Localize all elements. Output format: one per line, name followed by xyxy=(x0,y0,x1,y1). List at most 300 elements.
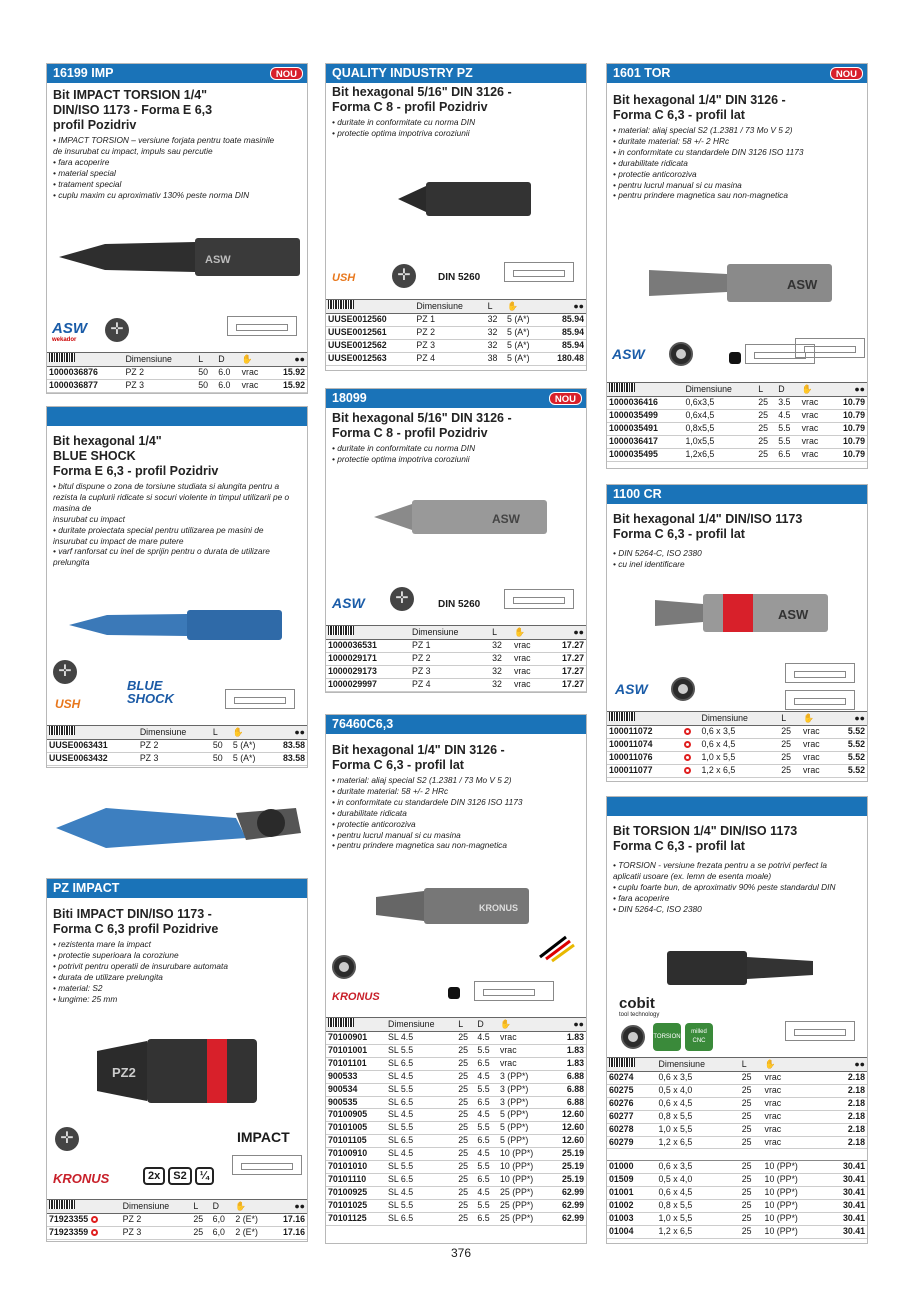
ring-icon xyxy=(91,1216,98,1223)
hex-magnet-icon xyxy=(729,352,741,364)
coins-icon: ●● xyxy=(269,353,307,367)
cell: 25 xyxy=(741,1200,752,1211)
title-line: Forma C 8 - profil Pozidriv xyxy=(332,100,488,114)
code-text: 71923359 xyxy=(49,1226,89,1237)
article-code: 100011077 xyxy=(609,764,653,775)
product-card-blue-shock xyxy=(46,406,308,768)
cell: 25 xyxy=(741,1097,752,1108)
ring-icon xyxy=(684,767,691,774)
dimension-diagram xyxy=(504,262,574,282)
feature-item: • material: S2 xyxy=(53,982,103,993)
cell: 25 xyxy=(758,448,769,459)
article-code: 70101010 xyxy=(328,1161,368,1172)
feature-item: • rezistenta mare la impact xyxy=(53,939,151,949)
col-header: D xyxy=(776,383,799,397)
article-code: 1000035495 xyxy=(609,448,658,459)
cell: 3 (PP*) xyxy=(499,1083,529,1094)
table-row xyxy=(607,1084,867,1097)
cell: vrac xyxy=(803,764,820,775)
card-header xyxy=(607,64,867,83)
col-header: L xyxy=(779,712,801,726)
table-row xyxy=(326,326,586,339)
ring-cell xyxy=(682,764,699,777)
cell: PZ 1 xyxy=(412,640,431,650)
cell: vrac xyxy=(803,751,820,762)
cell: 0,8x5,5 xyxy=(685,422,715,433)
table-row xyxy=(326,1173,586,1186)
feature-item: • in conformitate cu standardele DIN 3126 ISO 1173 xyxy=(613,146,804,157)
cell: 3 (PP*) xyxy=(499,1096,529,1107)
card-code: 1100 CR xyxy=(613,487,662,501)
feature-item: insurubat cu impact de mare putere xyxy=(53,535,184,546)
cell: 5.5 xyxy=(477,1161,490,1172)
spec-icons xyxy=(143,1167,214,1185)
ring-icon xyxy=(91,1229,98,1236)
feature-item: • IMPACT TORSION – versiune forjata pentru toate masinile xyxy=(53,135,275,145)
bit-image xyxy=(647,260,837,306)
cell: vrac xyxy=(764,1072,782,1082)
col-header: Dimensiune xyxy=(683,383,756,397)
article-code: 70101001 xyxy=(328,1044,368,1055)
product-table xyxy=(47,1199,307,1240)
title-line: Forma C 8 - profil Pozidriv xyxy=(332,426,488,440)
table-row xyxy=(326,665,586,678)
cell: 0,6 x 4,5 xyxy=(658,1097,693,1108)
card-code: 16199 IMP xyxy=(53,66,114,80)
table-row xyxy=(326,1032,586,1045)
ring-cell xyxy=(682,726,699,739)
feature-list xyxy=(47,135,307,200)
cell: 25 (PP*) xyxy=(499,1186,534,1197)
pozidriv-icon: ✛ xyxy=(105,318,129,342)
card-header xyxy=(326,389,586,408)
article-code xyxy=(47,1214,121,1227)
title-line: Bit TORSION 1/4" DIN/ISO 1173 xyxy=(613,824,798,838)
cell: PZ 3 xyxy=(125,379,145,390)
title-line: Forma C 6,3 - profil lat xyxy=(613,839,745,853)
din-label: DIN 5260 xyxy=(438,272,481,283)
ring-icon xyxy=(684,741,691,748)
feature-item: • durabilitate ridicata xyxy=(332,807,407,818)
table-row xyxy=(326,1122,586,1135)
price: 17.27 xyxy=(561,652,584,663)
cell: 50 xyxy=(198,379,209,390)
bit-image xyxy=(396,176,536,222)
cell: 5.5 xyxy=(477,1122,490,1133)
barcode-icon xyxy=(326,626,410,640)
cell: 4.5 xyxy=(477,1109,490,1120)
cell: 25 xyxy=(458,1096,468,1107)
col-header: L xyxy=(196,353,216,367)
table-row xyxy=(326,1161,586,1174)
din-label: DIN 5260 xyxy=(438,599,481,610)
cell: 5.5 xyxy=(477,1083,490,1094)
table-row xyxy=(326,314,586,327)
title-line: Forma C 6,3 - profil lat xyxy=(613,108,745,122)
price: 17.27 xyxy=(561,678,584,689)
price: 10.79 xyxy=(842,409,865,420)
feature-list xyxy=(607,125,867,201)
cell: vrac xyxy=(764,1097,782,1108)
cell: PZ 3 xyxy=(412,665,431,676)
pozidriv-icon: ✛ xyxy=(392,264,416,288)
cell: 50 xyxy=(198,367,209,377)
feature-list xyxy=(607,544,867,570)
cell: 6,0 xyxy=(212,1214,225,1224)
price: 5.52 xyxy=(847,751,865,762)
hex-magnet-icon xyxy=(448,987,460,999)
cell: 6.5 xyxy=(477,1212,490,1223)
cell: vrac xyxy=(801,435,819,446)
col-header: L xyxy=(211,726,231,740)
table-row xyxy=(607,764,867,777)
cell: 25 xyxy=(758,435,769,446)
cell: SL 5.5 xyxy=(388,1083,414,1094)
cell: vrac xyxy=(499,1032,517,1042)
germany-quality-seal xyxy=(536,933,580,963)
cell: 25 xyxy=(458,1173,468,1184)
brand-name: ASW xyxy=(52,320,87,337)
cell: SL 4.5 xyxy=(388,1070,414,1081)
cell: vrac xyxy=(513,665,531,676)
table-row xyxy=(607,726,867,739)
table-row xyxy=(326,1044,586,1057)
price: 30.41 xyxy=(842,1161,865,1172)
cell: SL 6.5 xyxy=(388,1212,414,1223)
price: 30.41 xyxy=(842,1225,865,1236)
dimension-diagram xyxy=(785,663,855,683)
bit-engraving: ASW xyxy=(492,512,520,526)
price: 10.79 xyxy=(842,397,865,407)
bit-engraving: ASW xyxy=(778,607,809,622)
cell: 32 xyxy=(487,339,498,350)
cell: 6.5 xyxy=(778,448,791,459)
cell: PZ 1 xyxy=(416,314,435,324)
col-header: Dimensiune xyxy=(121,1200,192,1214)
cell: 1,2 x 6,5 xyxy=(658,1225,693,1236)
article-code: 900534 xyxy=(328,1083,358,1094)
hand-icon: ✋ xyxy=(231,726,269,740)
cell: vrac xyxy=(764,1136,782,1147)
cell: 0,6x3,5 xyxy=(685,397,715,407)
article-code: UUSE0012560 xyxy=(328,314,387,324)
card-header xyxy=(607,485,867,504)
cell: 32 xyxy=(492,640,502,650)
product-table xyxy=(607,382,867,462)
feature-list xyxy=(326,443,586,465)
cell: 25 xyxy=(193,1226,204,1237)
cell: 25 xyxy=(458,1186,468,1197)
coins-icon: ●● xyxy=(824,1058,867,1072)
article-code: 1000036877 xyxy=(49,379,98,390)
feature-item: insurubat cu impact xyxy=(53,513,125,524)
feature-item: • duritate material: 58 +/- 2 HRc xyxy=(332,785,449,796)
cell: 10 (PP*) xyxy=(764,1187,798,1198)
cell: 5 (A*) xyxy=(232,752,256,763)
cell: 1,0x5,5 xyxy=(685,435,715,446)
cell: 25 xyxy=(758,409,769,420)
feature-item: de insurubat cu impact, impuls sau percutie xyxy=(53,145,213,156)
table-row xyxy=(326,1083,586,1096)
article-code: 100011074 xyxy=(609,738,653,749)
card-title xyxy=(47,83,307,135)
cell: 25 xyxy=(458,1122,468,1133)
table-row xyxy=(47,1214,307,1227)
brand-logo-ush: USH xyxy=(55,697,81,711)
cell: 4.5 xyxy=(477,1148,490,1159)
cell: 25 xyxy=(458,1032,468,1042)
price: 83.58 xyxy=(282,740,305,750)
price: 2.18 xyxy=(847,1110,865,1121)
article-code: 1000029173 xyxy=(328,665,377,676)
product-table xyxy=(326,625,586,692)
table-row xyxy=(607,1187,867,1200)
cell: 5.5 xyxy=(778,422,791,433)
article-code: 60277 xyxy=(609,1110,634,1121)
barcode-icon xyxy=(607,712,682,726)
title-line: Bit hexagonal 1/4" DIN 3126 - xyxy=(613,93,786,107)
col-header: Dimensiune xyxy=(410,626,490,640)
cell: 4.5 xyxy=(778,409,791,420)
price: 15.92 xyxy=(282,367,305,377)
coins-icon: ●● xyxy=(542,300,586,314)
cell: 25 (PP*) xyxy=(499,1212,534,1223)
cell: 2 (E*) xyxy=(235,1226,258,1237)
article-code: 1000035499 xyxy=(609,409,658,420)
cell: 32 xyxy=(492,665,502,676)
cell: 25 xyxy=(758,397,769,407)
cell: PZ 2 xyxy=(139,740,159,750)
qty-icon: 2x xyxy=(143,1167,165,1185)
cell: vrac xyxy=(803,738,820,749)
table-row xyxy=(47,1226,307,1239)
table-row xyxy=(607,409,867,422)
hex-icon: ¼ xyxy=(195,1167,214,1185)
cell: vrac xyxy=(803,726,820,736)
article-code: 60275 xyxy=(609,1084,634,1095)
cell: 6.5 xyxy=(477,1096,490,1107)
card-header xyxy=(47,407,307,426)
price: 85.94 xyxy=(561,339,584,350)
cell: SL 5.5 xyxy=(388,1044,414,1055)
cell: PZ 3 xyxy=(122,1226,142,1237)
feature-item: • potrivit pentru operatii de insurubare automata xyxy=(53,960,228,971)
table-row xyxy=(47,379,307,392)
product-table xyxy=(607,711,867,778)
table-row xyxy=(47,367,307,380)
table-row xyxy=(607,1072,867,1085)
feature-item: • durata de utilizare prelungita xyxy=(53,971,163,982)
brand-logo-kronus: KRONUS xyxy=(53,1171,110,1186)
price: 2.18 xyxy=(847,1123,865,1134)
slotted-icon xyxy=(669,342,693,366)
col-header: D xyxy=(211,1200,234,1214)
feature-item: • pentru lucrul manual si cu masina xyxy=(332,829,461,840)
cell: SL 5.5 xyxy=(388,1199,414,1210)
code-text: 71923355 xyxy=(49,1214,89,1224)
cell: 25 xyxy=(741,1213,752,1224)
price: 5.52 xyxy=(847,726,865,736)
cell: PZ 3 xyxy=(139,752,159,763)
feature-item: • duritate proiectata special pentru utilizarea pe masini de xyxy=(53,524,264,535)
cell: SL 5.5 xyxy=(388,1161,414,1172)
article-code xyxy=(47,1226,121,1239)
table-row xyxy=(607,1136,867,1149)
table-row xyxy=(607,1174,867,1187)
article-code: UUSE0012561 xyxy=(328,326,387,337)
price: 25.19 xyxy=(561,1148,584,1159)
barcode-icon xyxy=(607,1058,657,1072)
cell: 32 xyxy=(487,326,498,337)
cell: 1,2 x 6,5 xyxy=(658,1136,693,1147)
title-line: Forma C 6,3 - profil lat xyxy=(332,758,464,772)
bit-engraving: PZ2 xyxy=(112,1065,136,1080)
coins-icon: ●● xyxy=(271,1200,307,1214)
dimension-diagram xyxy=(785,690,855,710)
col-header: L xyxy=(486,300,505,314)
cell: 0,6x4,5 xyxy=(685,409,715,420)
cell: 10 (PP*) xyxy=(764,1161,798,1172)
cell: 6.5 xyxy=(477,1173,490,1184)
article-code: 1000029171 xyxy=(328,652,377,663)
price: 30.41 xyxy=(842,1213,865,1224)
cell: 25 xyxy=(458,1212,468,1223)
feature-item: • cuplu foarte bun, de aproximativ 90% peste standardul DIN xyxy=(613,881,836,892)
feature-item: • cuplu maxim cu aproximativ 130% peste norma DIN xyxy=(53,189,250,200)
cell: 6.0 xyxy=(218,379,231,390)
price: 30.41 xyxy=(842,1187,865,1198)
cell: 1,2x6,5 xyxy=(685,448,715,459)
cell: 0,6 x 3,5 xyxy=(658,1072,693,1082)
table-row xyxy=(607,1097,867,1110)
cell: 0,5 x 4,0 xyxy=(658,1174,693,1185)
dimension-diagram xyxy=(504,589,574,609)
price: 2.18 xyxy=(847,1097,865,1108)
blue-shock-product-photo xyxy=(46,778,308,868)
product-table xyxy=(607,1057,867,1239)
article-code: 70101125 xyxy=(328,1212,367,1223)
coins-icon: ●● xyxy=(545,626,586,640)
cell: 0,5 x 4,0 xyxy=(658,1084,693,1095)
cell: PZ 2 xyxy=(125,367,145,377)
col-header: Dimensiune xyxy=(700,712,780,726)
cell: vrac xyxy=(801,409,819,420)
article-code: 70100901 xyxy=(328,1032,368,1042)
cell: 5 (PP*) xyxy=(499,1122,529,1133)
table-row xyxy=(607,448,867,461)
feature-item: • bitul dispune o zona de torsiune studiata si alungita pentru a xyxy=(53,481,280,491)
card-header xyxy=(47,64,307,83)
feature-item: • DIN 5264-C, ISO 2380 xyxy=(613,548,702,558)
cell: 5 (A*) xyxy=(507,326,530,337)
barcode-icon xyxy=(47,1200,121,1214)
cell: 25 xyxy=(458,1070,468,1081)
barcode-icon xyxy=(326,300,414,314)
table-row xyxy=(607,1200,867,1213)
hand-icon: ✋ xyxy=(240,353,270,367)
price: 30.41 xyxy=(842,1174,865,1185)
product-table xyxy=(47,725,307,766)
torsion-icon: TORSION xyxy=(653,1023,681,1051)
col-header: Dimensiune xyxy=(386,1018,456,1032)
feature-list xyxy=(326,775,586,851)
price: 2.18 xyxy=(847,1136,865,1147)
cell: 0,8 x 5,5 xyxy=(658,1110,693,1121)
cell: 10 (PP*) xyxy=(764,1213,798,1224)
article-code: 1000035491 xyxy=(609,422,658,433)
table-row xyxy=(326,640,586,653)
slotted-icon xyxy=(621,1025,645,1049)
feature-item: • in conformitate cu standardele DIN 3126 ISO 1173 xyxy=(332,796,523,807)
card-code: PZ IMPACT xyxy=(53,881,120,895)
cell: 1,0 x 5,5 xyxy=(701,751,736,762)
feature-item: • durabilitate ridicata xyxy=(613,157,688,168)
article-code: 100011072 xyxy=(609,726,653,736)
material-icon: S2 xyxy=(168,1167,191,1185)
card-header xyxy=(326,715,586,734)
price: 12.60 xyxy=(561,1122,584,1133)
cell: 38 xyxy=(487,352,498,363)
table-row xyxy=(326,1096,586,1109)
card-header xyxy=(47,879,307,898)
card-code: 1601 TOR xyxy=(613,66,671,80)
price: 2.18 xyxy=(847,1084,865,1095)
cell: vrac xyxy=(764,1084,782,1095)
cell: vrac xyxy=(241,367,259,377)
price: 15.92 xyxy=(282,379,305,390)
col-header: L xyxy=(756,383,776,397)
article-code: 1000036876 xyxy=(49,367,98,377)
card-header xyxy=(607,797,867,816)
article-code: 01003 xyxy=(609,1213,634,1224)
cell: 25 xyxy=(781,764,792,775)
product-table xyxy=(326,299,586,366)
article-code: 70101025 xyxy=(328,1199,368,1210)
cell: 5 (PP*) xyxy=(499,1135,529,1146)
feature-item: • protectie superioara la coroziune xyxy=(53,949,179,960)
article-code: 70100905 xyxy=(328,1109,368,1120)
bit-image xyxy=(55,232,305,282)
cell: 25 xyxy=(741,1225,752,1236)
table-row xyxy=(326,339,586,352)
price: 10.79 xyxy=(842,422,865,433)
card-code: QUALITY INDUSTRY PZ xyxy=(332,66,473,80)
bit-engraving: ASW xyxy=(787,277,818,292)
feature-list xyxy=(326,117,586,139)
product-card-pz-impact xyxy=(46,878,308,1242)
price: 6.88 xyxy=(566,1083,584,1094)
col-header: Dimensiune xyxy=(414,300,485,314)
cell: vrac xyxy=(801,422,819,433)
product-card-76460 xyxy=(325,714,587,1244)
cell: PZ 2 xyxy=(416,326,435,337)
cnc-icon: milled CNC xyxy=(685,1023,713,1051)
cell: PZ 4 xyxy=(412,678,431,689)
cell: SL 6.5 xyxy=(388,1096,414,1107)
feature-list xyxy=(47,939,307,1004)
hand-icon: ✋ xyxy=(233,1200,270,1214)
cell: 2 (E*) xyxy=(235,1214,258,1224)
cell: 25 xyxy=(781,751,792,762)
cell: 5 (A*) xyxy=(507,314,530,324)
price: 25.19 xyxy=(561,1161,584,1172)
cell: 25 xyxy=(458,1083,468,1094)
article-code: 70101101 xyxy=(328,1057,367,1068)
card-title xyxy=(47,898,307,939)
col-header: L xyxy=(740,1058,763,1072)
title-line: profil Pozidriv xyxy=(53,118,137,132)
price: 10.79 xyxy=(842,435,865,446)
